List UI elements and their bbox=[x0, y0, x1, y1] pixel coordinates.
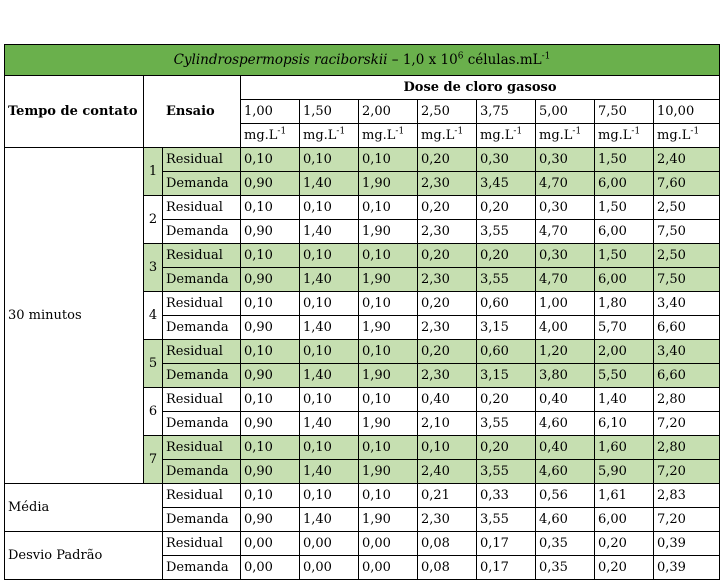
value-cell: 0,10 bbox=[359, 292, 418, 316]
value-cell: 0,30 bbox=[536, 148, 595, 172]
value-cell: 0,10 bbox=[241, 484, 300, 508]
value-cell: 0,20 bbox=[477, 436, 536, 460]
value-cell: 0,60 bbox=[477, 340, 536, 364]
value-cell: 1,90 bbox=[359, 220, 418, 244]
value-cell: 1,20 bbox=[536, 340, 595, 364]
value-cell: 0,20 bbox=[418, 340, 477, 364]
dose-unit: $mg.L^{-1}$ bbox=[477, 124, 536, 148]
value-cell: 0,90 bbox=[241, 220, 300, 244]
value-cell: 0,17 bbox=[477, 532, 536, 556]
value-cell: 0,21 bbox=[418, 484, 477, 508]
value-cell: 0,10 bbox=[300, 388, 359, 412]
value-cell: 4,60 bbox=[536, 460, 595, 484]
value-cell: 6,60 bbox=[654, 316, 720, 340]
value-cell: 0,10 bbox=[359, 340, 418, 364]
value-cell: 2,83 bbox=[654, 484, 720, 508]
value-cell: 0,20 bbox=[418, 148, 477, 172]
measure-label-residual: Residual bbox=[163, 244, 241, 268]
measure-label-residual: Residual bbox=[163, 340, 241, 364]
value-cell: 2,30 bbox=[418, 508, 477, 532]
value-cell: 7,20 bbox=[654, 508, 720, 532]
value-cell: 2,50 bbox=[654, 196, 720, 220]
value-cell: 3,55 bbox=[477, 220, 536, 244]
value-cell: 1,90 bbox=[359, 412, 418, 436]
value-cell: 0,20 bbox=[477, 388, 536, 412]
value-cell: 0,10 bbox=[418, 436, 477, 460]
dose-value: 7,50 bbox=[595, 100, 654, 124]
value-cell: 0,10 bbox=[359, 196, 418, 220]
value-cell: 1,00 bbox=[536, 292, 595, 316]
value-cell: 0,00 bbox=[359, 556, 418, 580]
tempo-30-minutos: 30 minutos bbox=[5, 148, 144, 484]
value-cell: 5,50 bbox=[595, 364, 654, 388]
header-dose: Dose de cloro gasoso bbox=[241, 76, 720, 100]
value-cell: 1,50 bbox=[595, 244, 654, 268]
measure-label-demanda: Demanda bbox=[163, 316, 241, 340]
value-cell: 3,15 bbox=[477, 364, 536, 388]
value-cell: 0,00 bbox=[241, 532, 300, 556]
value-cell: 0,10 bbox=[300, 196, 359, 220]
value-cell: 6,00 bbox=[595, 220, 654, 244]
dose-value: 10,00 bbox=[654, 100, 720, 124]
ensaio-number: 5 bbox=[144, 340, 163, 388]
value-cell: 1,90 bbox=[359, 172, 418, 196]
value-cell: 0,08 bbox=[418, 532, 477, 556]
value-cell: 7,20 bbox=[654, 412, 720, 436]
value-cell: 1,40 bbox=[300, 364, 359, 388]
value-cell: 4,70 bbox=[536, 268, 595, 292]
measure-label-demanda: Demanda bbox=[163, 268, 241, 292]
value-cell: 0,10 bbox=[359, 484, 418, 508]
value-cell: 0,10 bbox=[241, 148, 300, 172]
value-cell: 0,33 bbox=[477, 484, 536, 508]
value-cell: 0,20 bbox=[418, 244, 477, 268]
table-row bbox=[5, 484, 720, 508]
value-cell: 2,30 bbox=[418, 316, 477, 340]
value-cell: 0,10 bbox=[241, 292, 300, 316]
value-cell: 3,45 bbox=[477, 172, 536, 196]
measure-label-residual: Residual bbox=[163, 484, 241, 508]
value-cell: 7,50 bbox=[654, 268, 720, 292]
value-cell: 3,55 bbox=[477, 412, 536, 436]
dose-unit: $mg.L^{-1}$ bbox=[359, 124, 418, 148]
measure-label-demanda: Demanda bbox=[163, 220, 241, 244]
measure-label-residual: Residual bbox=[163, 292, 241, 316]
value-cell: 1,90 bbox=[359, 460, 418, 484]
value-cell: 0,40 bbox=[536, 388, 595, 412]
value-cell: 0,20 bbox=[418, 292, 477, 316]
ensaio-number: 6 bbox=[144, 388, 163, 436]
measure-label-demanda: Demanda bbox=[163, 460, 241, 484]
value-cell: 0,35 bbox=[536, 556, 595, 580]
value-cell: 3,55 bbox=[477, 268, 536, 292]
value-cell: 0,30 bbox=[477, 148, 536, 172]
value-cell: 5,70 bbox=[595, 316, 654, 340]
value-cell: 0,20 bbox=[477, 196, 536, 220]
desvio-padrao-label: Desvio Padrão bbox=[5, 532, 163, 580]
value-cell: 0,10 bbox=[241, 436, 300, 460]
value-cell: 1,90 bbox=[359, 268, 418, 292]
value-cell: 6,00 bbox=[595, 172, 654, 196]
value-cell: 3,15 bbox=[477, 316, 536, 340]
value-cell: 0,10 bbox=[241, 388, 300, 412]
value-cell: 0,10 bbox=[300, 436, 359, 460]
value-cell: 0,00 bbox=[300, 556, 359, 580]
dose-unit: $mg.L^{-1}$ bbox=[654, 124, 720, 148]
dose-value: 1,50 bbox=[300, 100, 359, 124]
value-cell: 0,90 bbox=[241, 364, 300, 388]
dose-value: 5,00 bbox=[536, 100, 595, 124]
value-cell: 0,35 bbox=[536, 532, 595, 556]
value-cell: 0,20 bbox=[595, 556, 654, 580]
value-cell: 0,39 bbox=[654, 532, 720, 556]
table-row bbox=[5, 148, 720, 172]
value-cell: 0,10 bbox=[300, 244, 359, 268]
ensaio-number: 1 bbox=[144, 148, 163, 196]
chlorine-dose-table bbox=[4, 44, 720, 580]
dose-value: 3,75 bbox=[477, 100, 536, 124]
media-label: Média bbox=[5, 484, 163, 532]
measure-label-residual: Residual bbox=[163, 148, 241, 172]
value-cell: 2,10 bbox=[418, 412, 477, 436]
ensaio-number: 3 bbox=[144, 244, 163, 292]
value-cell: 0,20 bbox=[418, 196, 477, 220]
value-cell: 4,60 bbox=[536, 412, 595, 436]
value-cell: 0,10 bbox=[241, 244, 300, 268]
value-cell: 0,39 bbox=[654, 556, 720, 580]
value-cell: 0,10 bbox=[241, 340, 300, 364]
measure-label-demanda: Demanda bbox=[163, 508, 241, 532]
value-cell: 2,40 bbox=[654, 148, 720, 172]
value-cell: 1,61 bbox=[595, 484, 654, 508]
value-cell: 1,40 bbox=[300, 460, 359, 484]
value-cell: 7,50 bbox=[654, 220, 720, 244]
value-cell: 0,10 bbox=[300, 340, 359, 364]
dose-value: 1,00 bbox=[241, 100, 300, 124]
measure-label-residual: Residual bbox=[163, 436, 241, 460]
value-cell: 3,40 bbox=[654, 292, 720, 316]
value-cell: 1,40 bbox=[300, 172, 359, 196]
value-cell: 0,08 bbox=[418, 556, 477, 580]
value-cell: 0,60 bbox=[477, 292, 536, 316]
value-cell: 0,00 bbox=[300, 532, 359, 556]
value-cell: 1,60 bbox=[595, 436, 654, 460]
measure-label-demanda: Demanda bbox=[163, 364, 241, 388]
value-cell: 1,90 bbox=[359, 364, 418, 388]
value-cell: 1,40 bbox=[300, 220, 359, 244]
value-cell: 7,20 bbox=[654, 460, 720, 484]
value-cell: 0,00 bbox=[359, 532, 418, 556]
value-cell: 0,40 bbox=[418, 388, 477, 412]
value-cell: 0,00 bbox=[241, 556, 300, 580]
value-cell: 0,20 bbox=[477, 244, 536, 268]
value-cell: 0,40 bbox=[536, 436, 595, 460]
dose-unit: $mg.L^{-1}$ bbox=[241, 124, 300, 148]
value-cell: 1,40 bbox=[595, 388, 654, 412]
value-cell: 3,55 bbox=[477, 460, 536, 484]
header-ensaio: Ensaio bbox=[144, 76, 241, 148]
value-cell: 2,40 bbox=[418, 460, 477, 484]
table-title-row bbox=[5, 45, 720, 76]
dose-unit: $mg.L^{-1}$ bbox=[418, 124, 477, 148]
value-cell: 2,30 bbox=[418, 364, 477, 388]
value-cell: 2,30 bbox=[418, 172, 477, 196]
value-cell: 6,00 bbox=[595, 508, 654, 532]
value-cell: 2,50 bbox=[654, 244, 720, 268]
dose-unit: $mg.L^{-1}$ bbox=[300, 124, 359, 148]
value-cell: 0,10 bbox=[359, 244, 418, 268]
value-cell: 0,10 bbox=[241, 196, 300, 220]
header-row-dose bbox=[5, 76, 720, 100]
value-cell: 0,30 bbox=[536, 244, 595, 268]
value-cell: 3,80 bbox=[536, 364, 595, 388]
value-cell: 2,30 bbox=[418, 268, 477, 292]
value-cell: 1,90 bbox=[359, 508, 418, 532]
value-cell: 0,10 bbox=[300, 292, 359, 316]
measure-label-residual: Residual bbox=[163, 196, 241, 220]
value-cell: 2,80 bbox=[654, 436, 720, 460]
value-cell: 1,40 bbox=[300, 508, 359, 532]
value-cell: 0,10 bbox=[300, 484, 359, 508]
measure-label-demanda: Demanda bbox=[163, 556, 241, 580]
ensaio-number: 2 bbox=[144, 196, 163, 244]
value-cell: 1,90 bbox=[359, 316, 418, 340]
value-cell: 1,40 bbox=[300, 268, 359, 292]
value-cell: 0,90 bbox=[241, 172, 300, 196]
value-cell: 1,50 bbox=[595, 148, 654, 172]
dose-value: 2,50 bbox=[418, 100, 477, 124]
measure-label-demanda: Demanda bbox=[163, 172, 241, 196]
value-cell: 0,90 bbox=[241, 316, 300, 340]
value-cell: 1,50 bbox=[595, 196, 654, 220]
species-name: Cylindrospermopsis raciborskii bbox=[173, 52, 388, 68]
concentration: – 1,0 x $10^6$ $células.mL^{-1}$ bbox=[391, 51, 551, 68]
value-cell: 0,90 bbox=[241, 508, 300, 532]
value-cell: 4,70 bbox=[536, 220, 595, 244]
value-cell: 6,10 bbox=[595, 412, 654, 436]
value-cell: 0,10 bbox=[359, 148, 418, 172]
value-cell: 6,60 bbox=[654, 364, 720, 388]
measure-label-residual: Residual bbox=[163, 532, 241, 556]
value-cell: 0,30 bbox=[536, 196, 595, 220]
table-title bbox=[5, 45, 720, 76]
value-cell: 5,90 bbox=[595, 460, 654, 484]
value-cell: 3,40 bbox=[654, 340, 720, 364]
value-cell: 0,10 bbox=[300, 148, 359, 172]
value-cell: 2,80 bbox=[654, 388, 720, 412]
value-cell: 3,55 bbox=[477, 508, 536, 532]
value-cell: 2,00 bbox=[595, 340, 654, 364]
value-cell: 4,70 bbox=[536, 172, 595, 196]
value-cell: 1,40 bbox=[300, 412, 359, 436]
dose-unit: $mg.L^{-1}$ bbox=[595, 124, 654, 148]
value-cell: 0,90 bbox=[241, 412, 300, 436]
ensaio-number: 7 bbox=[144, 436, 163, 484]
value-cell: 1,80 bbox=[595, 292, 654, 316]
value-cell: 2,30 bbox=[418, 220, 477, 244]
dose-unit: $mg.L^{-1}$ bbox=[536, 124, 595, 148]
value-cell: 0,56 bbox=[536, 484, 595, 508]
dose-value: 2,00 bbox=[359, 100, 418, 124]
value-cell: 1,40 bbox=[300, 316, 359, 340]
value-cell: 7,60 bbox=[654, 172, 720, 196]
value-cell: 6,00 bbox=[595, 268, 654, 292]
measure-label-residual: Residual bbox=[163, 388, 241, 412]
value-cell: 0,90 bbox=[241, 460, 300, 484]
table-row bbox=[5, 532, 720, 556]
value-cell: 0,17 bbox=[477, 556, 536, 580]
value-cell: 0,90 bbox=[241, 268, 300, 292]
measure-label-demanda: Demanda bbox=[163, 412, 241, 436]
value-cell: 0,10 bbox=[359, 388, 418, 412]
value-cell: 4,00 bbox=[536, 316, 595, 340]
ensaio-number: 4 bbox=[144, 292, 163, 340]
value-cell: 0,20 bbox=[595, 532, 654, 556]
value-cell: 0,10 bbox=[359, 436, 418, 460]
value-cell: 4,60 bbox=[536, 508, 595, 532]
header-tempo: Tempo de contato bbox=[5, 76, 144, 148]
